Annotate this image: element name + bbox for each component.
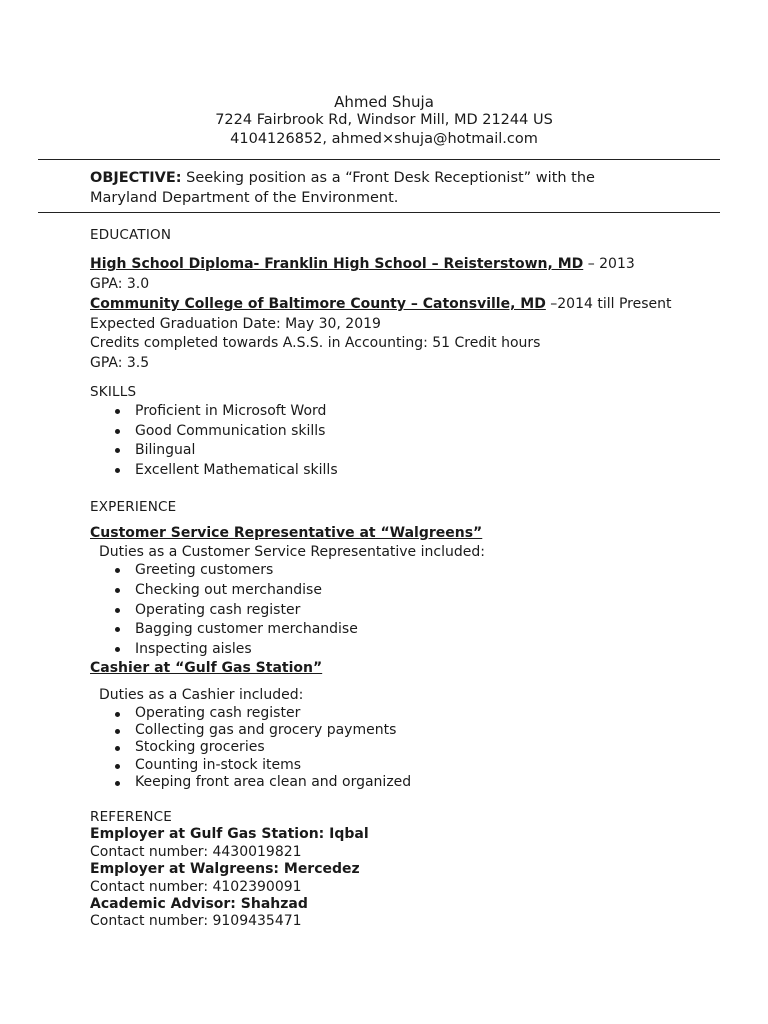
objective-label: OBJECTIVE: (90, 170, 182, 186)
list-item: Excellent Mathematical skills (90, 461, 338, 481)
job-duties-intro: Duties as a Customer Service Representative included: (99, 544, 485, 560)
objective-section (90, 168, 650, 208)
reference-name: Academic Advisor: Shahzad (90, 896, 308, 912)
list-item: Counting in-stock items (90, 757, 411, 774)
education-line: Expected Graduation Date: May 30, 2019 (90, 316, 381, 332)
divider-top (38, 159, 720, 160)
skills-list (90, 402, 338, 480)
reference-contact: Contact number: 4102390091 (90, 879, 302, 895)
reference-name: Employer at Walgreens: Mercedez (90, 861, 360, 877)
list-item: Operating cash register (90, 601, 358, 621)
experience-heading: EXPERIENCE (90, 499, 177, 515)
reference-name: Employer at Gulf Gas Station: Iqbal (90, 826, 369, 842)
list-item: Operating cash register (90, 705, 411, 722)
objective-text: Seeking position as a “Front Desk Receptionist” with the Maryland Department of the Environment. (90, 170, 595, 206)
reference-contact: Contact number: 9109435471 (90, 913, 302, 929)
skills-heading: SKILLS (90, 384, 137, 400)
education-title: Community College of Baltimore County – Catonsville, MD (90, 296, 546, 312)
education-suffix: –2014 till Present (545, 296, 672, 312)
list-item: Inspecting aisles (90, 640, 358, 660)
list-item: Greeting customers (90, 561, 358, 581)
job-duties-list (90, 561, 358, 660)
resume-contact: 4104126852, ahmed×shuja@hotmail.com (230, 131, 538, 147)
list-item: Collecting gas and grocery payments (90, 722, 411, 739)
education-title: High School Diploma- Franklin High School – Reisterstown, MD (90, 256, 584, 272)
reference-contact: Contact number: 4430019821 (90, 844, 302, 860)
resume-name: Ahmed Shuja (334, 93, 434, 111)
job-title-text: Customer Service Representative at “Walgreens” (90, 525, 483, 541)
list-item: Proficient in Microsoft Word (90, 402, 338, 422)
resume-address: 7224 Fairbrook Rd, Windsor Mill, MD 21244 US (215, 112, 553, 128)
education-line: Credits completed towards A.S.S. in Accounting: 51 Credit hours (90, 335, 541, 351)
education-line: GPA: 3.5 (90, 355, 150, 371)
job-duties-list (90, 705, 411, 791)
divider-objective (38, 212, 720, 213)
education-entry (90, 256, 635, 272)
education-line: GPA: 3.0 (90, 276, 150, 292)
job-title-text: Cashier at “Gulf Gas Station” (90, 660, 323, 676)
list-item: Bagging customer merchandise (90, 620, 358, 640)
education-entry (90, 296, 672, 312)
list-item: Good Communication skills (90, 422, 338, 442)
education-suffix: – 2013 (583, 256, 635, 272)
list-item: Checking out merchandise (90, 581, 358, 601)
job-title (90, 525, 482, 541)
job-duties-intro: Duties as a Cashier included: (99, 687, 304, 703)
list-item: Stocking groceries (90, 739, 411, 756)
education-heading: EDUCATION (90, 227, 172, 243)
list-item: Keeping front area clean and organized (90, 774, 411, 791)
job-title (90, 660, 322, 676)
list-item: Bilingual (90, 441, 338, 461)
reference-heading: REFERENCE (90, 809, 172, 825)
